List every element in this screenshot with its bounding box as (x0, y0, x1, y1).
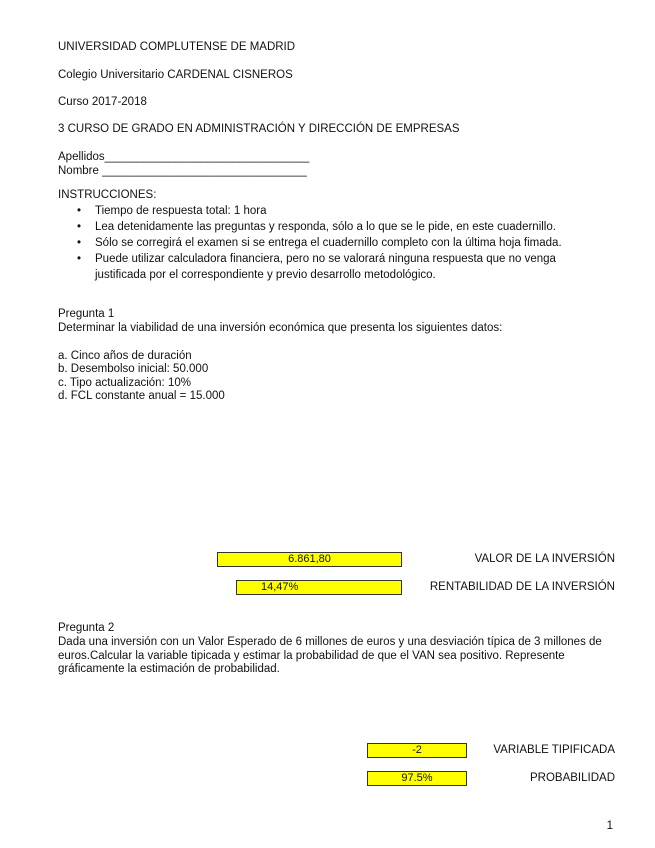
surname-field[interactable]: Apellidos________________________________ (58, 151, 310, 163)
question1-data-item: a. Cinco años de duración (58, 350, 192, 362)
standardized-variable-answer[interactable]: -2 (367, 743, 467, 758)
instruction-item: • Tiempo de respuesta total: 1 hora (77, 205, 267, 217)
investment-value-answer[interactable]: 6.861,80 (217, 552, 402, 567)
question1-data-item: c. Tipo actualización: 10% (58, 377, 191, 389)
question1-title: Pregunta 1 (58, 308, 115, 320)
investment-value-label: VALOR DE LA INVERSIÓN (474, 553, 615, 565)
college-name: Colegio Universitario CARDENAL CISNEROS (58, 69, 293, 81)
standardized-variable-label: VARIABLE TIPIFICADA (493, 744, 615, 756)
question1-data-item: d. FCL constante anual = 15.000 (58, 390, 225, 402)
probability-answer[interactable]: 97.5% (367, 771, 467, 786)
investment-return-label: RENTABILIDAD DE LA INVERSIÓN (429, 581, 615, 593)
instructions-list (58, 203, 598, 283)
probability-label: PROBABILIDAD (530, 772, 615, 784)
investment-return-answer[interactable]: 14,47% (236, 580, 402, 595)
instruction-item: • Puede utilizar calculadora financiera, pero no se valorará ninguna respuesta que no venga justificada por el correspondiente y previo desarrollo metodológico. (77, 253, 556, 281)
instruction-item: • Sólo se corregirá el examen si se entrega el cuadernillo completo con la última hoja fimada. (77, 237, 562, 249)
page-number: 1 (606, 820, 613, 832)
university-name: UNIVERSIDAD COMPLUTENSE DE MADRID (58, 41, 296, 53)
instructions-title: INSTRUCCIONES: (58, 189, 157, 201)
question2-statement: Dada una inversión con un Valor Esperado de 6 millones de euros y una desviación típica de 3 millones de euros.Calcular la variable tipicada y estimar la probabilidad de que el VAN sea positivo. Represente gráficamente la estimación de probabilidad. (58, 636, 602, 675)
bullet-icon: • (77, 253, 82, 265)
bullet-icon: • (77, 221, 82, 233)
question2-title: Pregunta 2 (58, 622, 115, 634)
bullet-icon: • (77, 205, 82, 217)
bullet-icon: • (77, 237, 82, 249)
instruction-item: • Lea detenidamente las preguntas y responda, sólo a lo que se le pide, en este cuadernillo. (77, 221, 556, 233)
course-year: Curso 2017-2018 (58, 96, 147, 108)
question1-statement: Determinar la viabilidad de una inversión económica que presenta los siguientes datos: (58, 322, 503, 334)
name-field[interactable]: Nombre ________________________________ (58, 165, 307, 177)
degree-title: 3 CURSO DE GRADO EN ADMINISTRACIÓN Y DIRECCIÓN DE EMPRESAS (58, 123, 460, 135)
question1-data-item: b. Desembolso inicial: 50.000 (58, 363, 209, 375)
